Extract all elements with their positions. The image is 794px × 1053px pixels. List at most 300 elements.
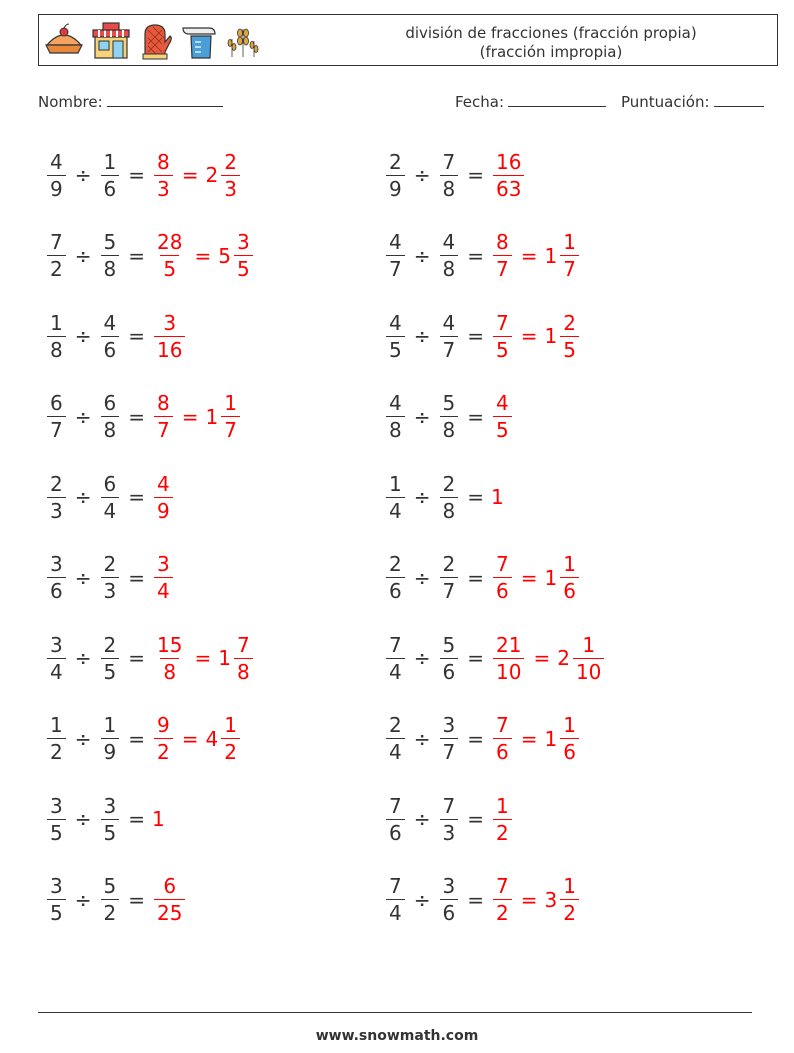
answer-fraction-numerator: 7 (496, 310, 509, 335)
answer-whole: 1 (152, 807, 165, 831)
equals-sign: = (467, 565, 484, 590)
answer-fraction (154, 149, 173, 201)
answer-fraction-numerator: 7 (496, 552, 509, 576)
answer-fraction-numerator: 8 (157, 149, 170, 174)
dividend-denominator: 8 (386, 416, 405, 440)
answer-equals-sign: = (520, 726, 538, 751)
problem-8 (384, 385, 514, 449)
wheat-icon (225, 23, 261, 59)
dividend (386, 232, 405, 279)
answer-fraction (493, 310, 512, 362)
answer-fraction-denominator: 6 (493, 577, 512, 601)
answer-fraction-numerator: 1 (496, 793, 509, 818)
measuring-jug-icon (179, 22, 219, 60)
question (45, 310, 152, 362)
question (45, 554, 152, 601)
equals-sign: = (467, 163, 484, 187)
divisor-numerator: 4 (442, 310, 456, 335)
problem-15 (45, 707, 242, 771)
divisor-denominator: 9 (101, 738, 120, 762)
date-field (455, 92, 606, 111)
dividend (47, 149, 66, 201)
answer-fraction (154, 471, 173, 523)
dividend-numerator: 1 (389, 471, 402, 496)
question (384, 632, 491, 684)
divisor (101, 876, 120, 923)
divisor-numerator: 5 (442, 391, 456, 415)
mixed-fraction (560, 876, 579, 923)
dividend (386, 632, 405, 684)
equals-sign: = (128, 726, 145, 751)
divisor-denominator: 8 (101, 255, 120, 279)
answer-fraction (493, 149, 524, 201)
question (45, 149, 152, 201)
divide-sign: ÷ (413, 163, 431, 187)
question (384, 876, 491, 923)
divisor-numerator: 2 (103, 552, 117, 576)
divide-sign: ÷ (413, 565, 431, 590)
worksheet-header (38, 14, 778, 66)
divisor (440, 149, 459, 201)
divide-sign: ÷ (74, 163, 92, 187)
divisor (101, 149, 120, 201)
answer-fraction-denominator: 8 (160, 658, 179, 682)
answer-fraction-numerator: 15 (157, 632, 183, 657)
divisor (440, 876, 459, 923)
equals-sign: = (128, 485, 145, 509)
divisor-numerator: 3 (442, 713, 456, 737)
mixed-whole: 1 (544, 726, 558, 751)
problem-18 (384, 787, 514, 851)
mixed-denominator: 8 (234, 658, 253, 682)
divide-sign: ÷ (413, 887, 431, 912)
answer-fraction (154, 232, 185, 279)
divisor-numerator: 7 (442, 793, 456, 818)
equals-sign: = (467, 243, 484, 268)
problem-5 (45, 304, 187, 368)
equals-sign: = (128, 163, 145, 187)
problem-19 (45, 868, 187, 932)
equals-sign: = (128, 404, 145, 429)
answer-equals-sign: = (181, 726, 199, 751)
dividend (386, 149, 405, 201)
question (384, 232, 491, 279)
answer-fraction (493, 715, 512, 762)
answer-equals-sign: = (194, 646, 212, 670)
dividend (47, 471, 66, 523)
dividend-denominator: 7 (47, 416, 66, 440)
dividend-denominator: 4 (386, 658, 405, 682)
question (45, 715, 152, 762)
dividend-denominator: 3 (47, 497, 66, 521)
equals-sign: = (467, 646, 484, 670)
answer-equals-sign: = (520, 887, 538, 912)
dividend-denominator: 4 (386, 497, 405, 521)
question (384, 471, 491, 523)
mixed-denominator: 6 (560, 738, 579, 762)
answer-fraction (493, 554, 512, 601)
problem-20 (384, 868, 581, 932)
divisor (440, 393, 459, 440)
divide-sign: ÷ (413, 807, 431, 831)
dividend (47, 715, 66, 762)
mixed-whole: 1 (218, 646, 231, 670)
divide-sign: ÷ (74, 243, 92, 268)
divisor-denominator: 8 (440, 497, 459, 521)
mixed-fraction (221, 393, 240, 440)
mixed-denominator: 10 (573, 658, 604, 682)
problem-3 (45, 224, 255, 288)
divisor-denominator: 6 (440, 658, 459, 682)
answer-fraction-denominator: 4 (154, 577, 173, 601)
divisor-numerator: 6 (103, 471, 117, 496)
divisor (101, 310, 120, 362)
problem-13 (45, 626, 255, 690)
answer-fraction (154, 310, 185, 362)
dividend-numerator: 7 (389, 632, 402, 657)
answer (491, 485, 504, 509)
answer-equals-sign: = (520, 565, 538, 590)
mixed-denominator: 2 (560, 899, 579, 923)
dividend-denominator: 7 (386, 255, 405, 279)
mixed-numerator: 3 (236, 230, 250, 254)
dividend-denominator: 5 (386, 336, 405, 360)
dividend-denominator: 4 (47, 658, 66, 682)
divisor (101, 554, 120, 601)
divide-sign: ÷ (413, 485, 431, 509)
mixed-numerator: 1 (563, 552, 576, 576)
dividend (47, 876, 66, 923)
equals-sign: = (467, 404, 484, 429)
problem-4 (384, 224, 581, 288)
equals-sign: = (467, 887, 484, 912)
dividend-numerator: 2 (389, 149, 402, 174)
dividend-numerator: 3 (50, 632, 63, 657)
name-label: Nombre: (38, 93, 103, 111)
answer-fraction-denominator: 2 (493, 819, 512, 843)
dividend-denominator: 6 (386, 819, 405, 843)
mixed-denominator: 3 (221, 175, 240, 199)
dividend-numerator: 3 (50, 874, 63, 898)
header-icons (43, 21, 261, 61)
dividend-denominator: 9 (47, 175, 66, 199)
mixed-numerator: 1 (563, 713, 576, 737)
problem-14 (384, 626, 606, 690)
name-field (38, 92, 223, 111)
divisor-numerator: 6 (103, 391, 117, 415)
divisor-denominator: 6 (101, 336, 120, 360)
pie-icon (43, 23, 85, 59)
answer-fraction-denominator: 7 (493, 255, 512, 279)
name-blank[interactable] (107, 92, 223, 107)
divisor-numerator: 3 (442, 874, 456, 898)
divisor-numerator: 7 (442, 149, 456, 174)
answer (152, 393, 242, 440)
divisor-denominator: 8 (101, 416, 120, 440)
mixed-whole: 1 (544, 565, 558, 590)
mixed-denominator: 7 (221, 416, 240, 440)
problem-2 (384, 143, 526, 207)
divisor (101, 715, 120, 762)
question (45, 393, 152, 440)
answer-fraction (154, 632, 185, 684)
divide-sign: ÷ (413, 243, 431, 268)
dividend (386, 393, 405, 440)
dividend-numerator: 6 (50, 391, 63, 415)
divisor-denominator: 3 (101, 577, 120, 601)
dividend-numerator: 1 (50, 310, 63, 335)
problem-16 (384, 707, 581, 771)
mixed-fraction (560, 554, 579, 601)
equals-sign: = (128, 807, 145, 831)
divide-sign: ÷ (413, 646, 431, 670)
mixed-whole: 3 (544, 887, 558, 912)
divisor-denominator: 7 (440, 577, 459, 601)
dividend (386, 793, 405, 845)
dividend (386, 715, 405, 762)
dividend-numerator: 3 (50, 552, 63, 576)
answer (152, 715, 242, 762)
answer (491, 393, 514, 440)
dividend-denominator: 5 (47, 899, 66, 923)
date-blank[interactable] (508, 92, 606, 107)
divisor (101, 471, 120, 523)
answer (491, 793, 514, 845)
footer-divider (38, 1012, 752, 1013)
problem-10 (384, 465, 504, 529)
answer-fraction (154, 876, 185, 923)
answer (491, 632, 606, 684)
answer-fraction (154, 715, 173, 762)
score-field (621, 92, 764, 111)
divisor (440, 715, 459, 762)
divisor-numerator: 4 (442, 230, 456, 254)
answer (491, 876, 581, 923)
dividend-denominator: 9 (386, 175, 405, 199)
answer-fraction (493, 232, 512, 279)
equals-sign: = (467, 485, 484, 509)
answer-fraction-denominator: 16 (154, 336, 185, 360)
answer-fraction-numerator: 16 (496, 149, 522, 174)
dividend (47, 554, 66, 601)
answer-fraction-denominator: 5 (160, 255, 179, 279)
divisor (101, 232, 120, 279)
mixed-denominator: 7 (560, 255, 579, 279)
problem-11 (45, 546, 175, 610)
dividend-numerator: 7 (389, 874, 402, 898)
dividend-numerator: 4 (50, 149, 63, 174)
answer-fraction-denominator: 2 (493, 899, 512, 923)
answer-fraction-denominator: 5 (493, 336, 512, 360)
answer-fraction-numerator: 28 (157, 230, 183, 254)
answer-fraction (493, 632, 524, 684)
dividend (47, 393, 66, 440)
mixed-whole: 4 (205, 726, 219, 751)
question (384, 149, 491, 201)
mixed-denominator: 5 (234, 255, 253, 279)
divide-sign: ÷ (413, 726, 431, 751)
mixed-whole: 1 (544, 243, 558, 268)
answer-fraction-numerator: 21 (496, 632, 522, 657)
dividend-numerator: 4 (389, 391, 402, 415)
answer-fraction (493, 793, 512, 845)
mixed-numerator: 2 (563, 310, 576, 335)
dividend-numerator: 2 (50, 471, 63, 496)
divide-sign: ÷ (74, 565, 92, 590)
score-blank[interactable] (714, 92, 764, 107)
divisor-numerator: 2 (442, 471, 456, 496)
answer (152, 149, 242, 201)
answer-fraction-numerator: 3 (157, 552, 170, 576)
answer-fraction-denominator: 6 (493, 738, 512, 762)
oven-mitt-icon (137, 22, 173, 60)
answer-fraction (493, 393, 512, 440)
mixed-denominator: 5 (560, 336, 579, 360)
divisor-numerator: 4 (103, 310, 117, 335)
equals-sign: = (467, 726, 484, 751)
divisor (440, 554, 459, 601)
answer-fraction-denominator: 2 (154, 738, 173, 762)
mixed-fraction (221, 149, 240, 201)
mixed-numerator: 7 (236, 632, 250, 657)
dividend (386, 876, 405, 923)
dividend-numerator: 4 (389, 310, 402, 335)
equals-sign: = (467, 324, 484, 348)
answer (152, 310, 187, 362)
answer (491, 232, 581, 279)
mixed-fraction (560, 310, 579, 362)
divisor-denominator: 4 (101, 497, 120, 521)
worksheet-title (361, 24, 741, 62)
answer-fraction-numerator: 8 (157, 391, 170, 415)
answer-fraction (493, 876, 512, 923)
date-label: Fecha: (455, 93, 505, 111)
answer (152, 807, 165, 831)
mixed-fraction (234, 632, 253, 684)
divisor-denominator: 7 (440, 336, 459, 360)
mixed-numerator: 1 (563, 230, 576, 254)
dividend-denominator: 8 (47, 336, 66, 360)
divisor-denominator: 6 (440, 899, 459, 923)
answer-equals-sign: = (520, 324, 538, 348)
dividend (386, 554, 405, 601)
mixed-denominator: 2 (221, 738, 240, 762)
answer-fraction-denominator: 9 (154, 497, 173, 521)
answer-fraction-denominator: 7 (154, 416, 173, 440)
title-line-1: división de fracciones (fracción propia) (405, 24, 697, 42)
divisor-numerator: 1 (103, 149, 117, 174)
answer-fraction-numerator: 4 (157, 471, 170, 496)
equals-sign: = (128, 646, 145, 670)
mixed-whole: 5 (218, 243, 231, 268)
divisor (440, 793, 459, 845)
question (45, 876, 152, 923)
dividend-denominator: 4 (386, 738, 405, 762)
answer (152, 554, 175, 601)
footer-url: www.snowmath.com (315, 1028, 479, 1044)
divisor-denominator: 6 (101, 175, 120, 199)
question (45, 632, 152, 684)
mixed-numerator: 1 (224, 391, 237, 415)
answer-equals-sign: = (533, 646, 551, 670)
answer-fraction-denominator: 3 (154, 175, 173, 199)
divisor (440, 632, 459, 684)
answer-fraction-denominator: 10 (493, 658, 524, 682)
problem-1 (45, 143, 242, 207)
dividend (386, 471, 405, 523)
divisor-denominator: 8 (440, 255, 459, 279)
answer (152, 232, 255, 279)
divide-sign: ÷ (413, 324, 431, 348)
mixed-numerator: 1 (563, 874, 576, 898)
equals-sign: = (128, 324, 145, 348)
divide-sign: ÷ (74, 887, 92, 912)
equals-sign: = (467, 807, 484, 831)
problem-6 (384, 304, 581, 368)
answer-equals-sign: = (181, 404, 199, 429)
dividend-denominator: 4 (386, 899, 405, 923)
answer-fraction-numerator: 9 (157, 713, 170, 737)
answer-fraction-numerator: 8 (496, 230, 509, 254)
question (45, 232, 152, 279)
divisor-denominator: 2 (101, 899, 120, 923)
divisor-numerator: 5 (442, 632, 456, 657)
divisor-denominator: 5 (101, 819, 120, 843)
dividend-numerator: 1 (50, 713, 63, 737)
dividend-denominator: 2 (47, 738, 66, 762)
mixed-fraction (573, 632, 604, 684)
title-line-2: (fracción impropia) (479, 43, 623, 61)
question (384, 310, 491, 362)
divisor-numerator: 2 (103, 632, 117, 657)
answer-fraction-denominator: 63 (493, 175, 524, 199)
dividend-numerator: 2 (389, 552, 402, 576)
mixed-whole: 1 (544, 324, 558, 348)
divide-sign: ÷ (74, 726, 92, 751)
answer-fraction (154, 393, 173, 440)
divisor-numerator: 5 (103, 230, 117, 254)
answer-fraction-numerator: 6 (163, 874, 177, 898)
divide-sign: ÷ (74, 646, 92, 670)
question (45, 793, 152, 845)
mixed-whole: 2 (205, 163, 219, 187)
mixed-fraction (560, 715, 579, 762)
divide-sign: ÷ (413, 404, 431, 429)
mixed-fraction (560, 232, 579, 279)
answer-equals-sign: = (181, 163, 199, 187)
answer (491, 554, 581, 601)
answer (152, 632, 255, 684)
divide-sign: ÷ (74, 807, 92, 831)
problem-7 (45, 385, 242, 449)
dividend (47, 310, 66, 362)
divisor-denominator: 5 (101, 658, 120, 682)
question (384, 393, 491, 440)
divisor (440, 310, 459, 362)
dividend-denominator: 5 (47, 819, 66, 843)
answer-fraction (154, 554, 173, 601)
answer (491, 149, 526, 201)
mixed-numerator: 1 (582, 632, 596, 657)
dividend-denominator: 2 (47, 255, 66, 279)
question (384, 715, 491, 762)
answer-fraction-denominator: 25 (154, 899, 185, 923)
dividend-denominator: 6 (47, 577, 66, 601)
divide-sign: ÷ (74, 404, 92, 429)
question (45, 471, 152, 523)
dividend-numerator: 4 (389, 230, 402, 254)
answer (491, 310, 581, 362)
